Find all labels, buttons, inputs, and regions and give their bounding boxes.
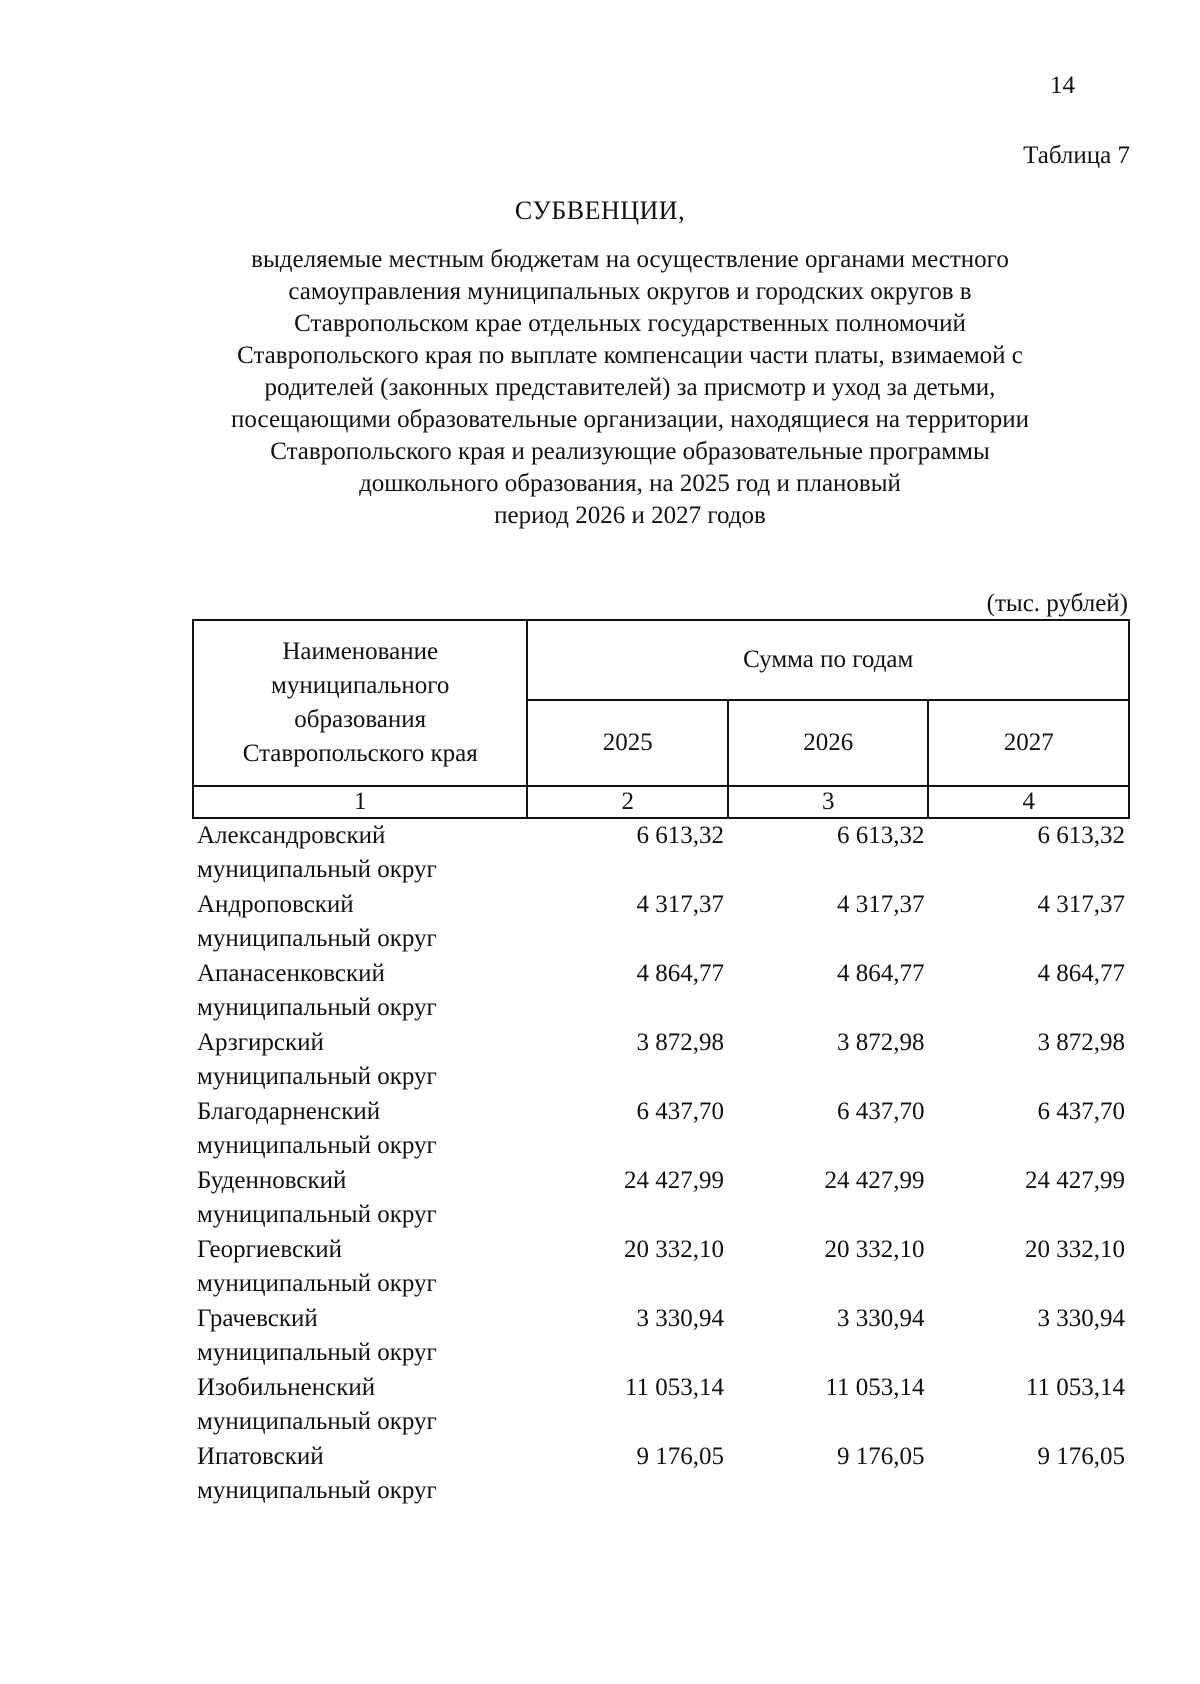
amount-2026: 11 053,14 bbox=[825, 1374, 925, 1401]
table-row bbox=[193, 888, 1129, 957]
amount-2026: 3 872,98 bbox=[836, 1029, 925, 1056]
amount-2027: 3 330,94 bbox=[1037, 1305, 1125, 1332]
amount-2025: 20 332,10 bbox=[623, 1236, 724, 1263]
page-number: 14 bbox=[1050, 72, 1075, 99]
amount-2026: 24 427,99 bbox=[824, 1167, 925, 1194]
amount-2026: 3 330,94 bbox=[836, 1305, 925, 1332]
amount-2025: 4 317,37 bbox=[636, 891, 724, 918]
municipality-name-line: Арзгирский bbox=[197, 1029, 324, 1056]
document-title: СУБВЕНЦИИ, bbox=[514, 196, 686, 225]
subventions-table bbox=[192, 619, 1130, 1509]
municipality-name-cell bbox=[193, 1095, 527, 1164]
table-row bbox=[193, 1095, 1129, 1164]
municipality-name-cell bbox=[193, 957, 527, 1026]
municipality-name-cell bbox=[193, 818, 527, 888]
header-line: Ставропольского края bbox=[242, 740, 478, 767]
municipality-name-line: муниципальный округ bbox=[197, 856, 437, 883]
municipality-name-line: Буденновский bbox=[197, 1167, 347, 1194]
municipality-name-cell bbox=[193, 1440, 527, 1509]
subtitle-line: период 2026 и 2027 годов bbox=[494, 502, 766, 529]
municipality-name-cell bbox=[193, 1371, 527, 1440]
table-row bbox=[193, 1164, 1129, 1233]
table-body bbox=[193, 818, 1129, 1509]
municipality-name-line: муниципальный округ bbox=[197, 1339, 437, 1366]
subtitle-line: выделяемые местным бюджетам на осуществление органами местного bbox=[251, 246, 1009, 273]
amount-2027: 9 176,05 bbox=[1037, 1443, 1125, 1470]
subtitle-line: самоуправления муниципальных округов и городских округов в bbox=[288, 278, 972, 305]
amount-2025: 6 613,32 bbox=[636, 822, 724, 849]
column-number: 3 bbox=[728, 786, 929, 818]
amount-2027: 4 864,77 bbox=[1037, 960, 1125, 987]
municipality-name-line: Андроповский bbox=[197, 891, 354, 918]
municipality-name-line: Грачевский bbox=[197, 1305, 318, 1332]
column-number: 1 bbox=[193, 786, 527, 818]
municipality-name-line: муниципальный округ bbox=[197, 1063, 437, 1090]
subtitle-line: Ставропольском крае отдельных государственных полномочий bbox=[294, 310, 966, 337]
table-row bbox=[193, 1026, 1129, 1095]
municipality-name-line: муниципальный округ bbox=[197, 1477, 437, 1504]
document-subtitle bbox=[190, 244, 1070, 532]
amount-2025: 24 427,99 bbox=[623, 1167, 724, 1194]
municipality-name-line: муниципальный округ bbox=[197, 1132, 437, 1159]
municipality-header bbox=[193, 620, 527, 786]
amount-2027: 11 053,14 bbox=[1025, 1374, 1125, 1401]
units-label: (тыс. рублей) bbox=[986, 590, 1128, 617]
municipality-name-cell bbox=[193, 1233, 527, 1302]
municipality-name-cell bbox=[193, 1164, 527, 1233]
subtitle-line: Ставропольского края по выплате компенсации части платы, взимаемой с bbox=[237, 342, 1023, 369]
table-row bbox=[193, 1440, 1129, 1509]
amount-2026: 6 613,32 bbox=[836, 822, 925, 849]
amount-2027: 24 427,99 bbox=[1025, 1167, 1125, 1194]
column-number: 2 bbox=[527, 786, 728, 818]
year-header-2025: 2025 bbox=[527, 700, 728, 786]
subtitle-line: посещающими образовательные организации, находящиеся на территории bbox=[231, 406, 1029, 433]
amount-2026: 4 317,37 bbox=[836, 891, 925, 918]
municipality-name-line: муниципальный округ bbox=[197, 1201, 437, 1228]
municipality-name-cell bbox=[193, 1302, 527, 1371]
municipality-name-cell bbox=[193, 1026, 527, 1095]
table-label: Таблица 7 bbox=[1023, 142, 1130, 169]
amount-2025: 11 053,14 bbox=[624, 1374, 724, 1401]
subtitle-line: родителей (законных представителей) за присмотр и уход за детьми, bbox=[264, 374, 996, 401]
municipality-name-line: Александровский bbox=[197, 822, 386, 849]
amount-2027: 3 872,98 bbox=[1037, 1029, 1125, 1056]
amount-2025: 9 176,05 bbox=[636, 1443, 724, 1470]
table-row bbox=[193, 818, 1129, 888]
header-line: Наименование bbox=[282, 638, 439, 665]
amount-2026: 6 437,70 bbox=[836, 1098, 925, 1125]
amount-2026: 9 176,05 bbox=[836, 1443, 925, 1470]
year-header-2027: 2027 bbox=[928, 700, 1129, 786]
municipality-name-cell bbox=[193, 888, 527, 957]
municipality-name-line: муниципальный округ bbox=[197, 1270, 437, 1297]
table-row bbox=[193, 957, 1129, 1026]
header-line: муниципального bbox=[271, 672, 450, 699]
amount-2025: 6 437,70 bbox=[636, 1098, 724, 1125]
subtitle-line: дошкольного образования, на 2025 год и плановый bbox=[359, 470, 901, 497]
amount-2027: 6 613,32 bbox=[1037, 822, 1125, 849]
table-row bbox=[193, 1233, 1129, 1302]
column-number: 4 bbox=[928, 786, 1129, 818]
municipality-name-line: Апанасенковский bbox=[197, 960, 385, 987]
amount-2026: 4 864,77 bbox=[836, 960, 925, 987]
municipality-name-line: Георгиевский bbox=[197, 1236, 343, 1263]
amount-2025: 4 864,77 bbox=[636, 960, 724, 987]
subtitle-line: Ставропольского края и реализующие образовательные программы bbox=[270, 438, 990, 465]
year-header-2026: 2026 bbox=[728, 700, 929, 786]
municipality-name-line: Изобильненский bbox=[197, 1374, 376, 1401]
municipality-name-line: муниципальный округ bbox=[197, 994, 437, 1021]
municipality-name-line: муниципальный округ bbox=[197, 925, 437, 952]
amount-2027: 4 317,37 bbox=[1037, 891, 1125, 918]
amount-2027: 6 437,70 bbox=[1037, 1098, 1125, 1125]
table-row bbox=[193, 1371, 1129, 1440]
amount-2025: 3 330,94 bbox=[636, 1305, 724, 1332]
header-line: образования bbox=[294, 706, 427, 733]
table-row bbox=[193, 1302, 1129, 1371]
sum-by-years-header: Сумма по годам bbox=[527, 620, 1129, 700]
amount-2026: 20 332,10 bbox=[824, 1236, 925, 1263]
amount-2025: 3 872,98 bbox=[636, 1029, 724, 1056]
municipality-name-line: муниципальный округ bbox=[197, 1408, 437, 1435]
amount-2027: 20 332,10 bbox=[1025, 1236, 1125, 1263]
municipality-name-line: Благодарненский bbox=[197, 1098, 381, 1125]
municipality-name-line: Ипатовский bbox=[197, 1443, 324, 1470]
